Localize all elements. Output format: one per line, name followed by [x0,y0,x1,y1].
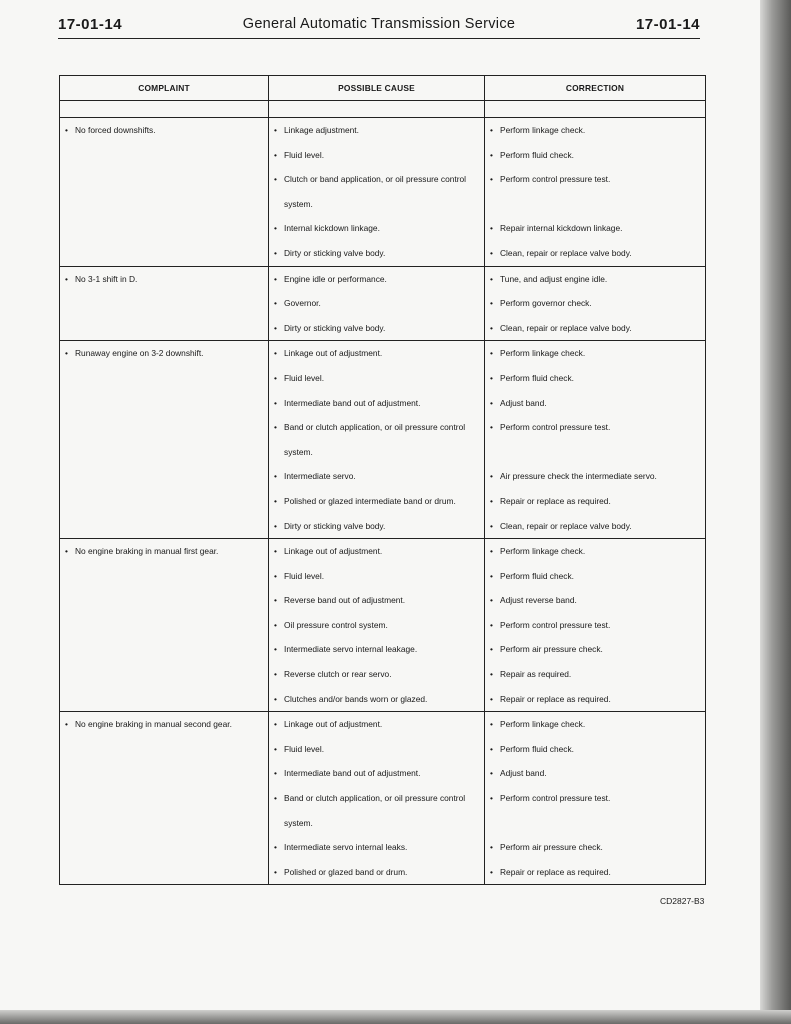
cell-text: Perform control pressure test. [500,793,611,804]
cell-text: Intermediate servo internal leaks. [284,842,408,853]
correction-line [485,514,705,539]
cell-text: system. [284,817,313,828]
correction-line [485,637,705,662]
bullet-icon: • [274,322,277,333]
bullet-icon: • [490,397,493,408]
cell-text: Tune, and adjust engine idle. [500,273,608,284]
cell-text: Reverse clutch or rear servo. [284,669,392,680]
correction-line [485,786,705,811]
cause-line [269,860,484,885]
cell-text: Fluid level. [284,149,325,160]
cell-text: Perform linkage check. [500,348,586,359]
complaint-line [60,118,268,143]
cause-line [269,786,484,811]
column-header-possible-cause: POSSIBLE CAUSE [269,76,485,101]
bullet-icon: • [274,669,277,680]
bullet-icon: • [274,247,277,258]
correction-line [485,687,705,712]
bullet-icon: • [274,842,277,853]
bullet-icon: • [490,793,493,804]
bullet-icon: • [274,149,277,160]
bullet-icon: • [274,520,277,531]
cell-text: Intermediate servo. [284,471,356,482]
bullet-icon: • [274,793,277,804]
cell-text: Dirty or sticking valve body. [284,247,386,258]
correction-line [485,539,705,564]
correction-line [485,366,705,391]
bullet-icon: • [490,520,493,531]
complaint-line [60,341,268,366]
complaint-line [60,539,268,564]
complaint-line [60,267,268,292]
cause-line [269,662,484,687]
correction-line [485,341,705,366]
bullet-icon: • [274,743,277,754]
bullet-icon: • [274,422,277,433]
cell-text: Perform fluid check. [500,372,575,383]
cell-text: Perform linkage check. [500,546,586,557]
correction-line [485,613,705,638]
complaint-cell [60,539,269,712]
cell-text: No 3-1 shift in D. [75,273,138,284]
bullet-icon: • [490,322,493,333]
cell-text: Repair or replace as required. [500,495,611,506]
bullet-icon: • [490,125,493,135]
complaint-cell [60,712,269,885]
bullet-icon: • [490,743,493,754]
bullet-icon: • [490,546,493,557]
cause-line-continued [269,440,484,465]
bullet-icon: • [490,348,493,359]
cause-line [269,835,484,860]
cause-line [269,737,484,762]
bullet-icon: • [490,719,493,730]
correction-line [485,291,705,316]
correction-line [485,415,705,440]
correction-line [485,464,705,489]
bullet-icon: • [490,570,493,581]
bullet-icon: • [490,247,493,258]
cause-line [269,341,484,366]
cause-line [269,391,484,416]
complaint-line [60,712,268,737]
cell-text: Fluid level. [284,570,325,581]
table-row [60,118,706,267]
cell-text: No forced downshifts. [75,125,156,135]
cell-text: Intermediate band out of adjustment. [284,397,421,408]
cell-text: Clean, repair or replace valve body. [500,520,632,531]
cell-text: Perform air pressure check. [500,842,603,853]
correction-line [485,216,705,241]
table-row [60,539,706,712]
correction-line [485,143,705,168]
correction-line [485,167,705,192]
cell-text: Polished or glazed band or drum. [284,866,408,877]
table-spacer-row [60,101,706,118]
cell-text: Perform control pressure test. [500,174,611,185]
possible-cause-cell [269,266,485,341]
cell-text: Governor. [284,298,321,309]
diagnosis-table [59,75,706,885]
cause-line-continued [269,811,484,836]
bullet-icon: • [490,495,493,506]
correction-cell [485,118,706,267]
cell-text: Clutches and/or bands worn or glazed. [284,693,428,704]
cause-line [269,761,484,786]
cell-text: Clean, repair or replace valve body. [500,322,632,333]
cause-line [269,316,484,341]
table-row [60,341,706,539]
bullet-icon: • [274,546,277,557]
cause-line [269,712,484,737]
cell-text: Engine idle or performance. [284,273,387,284]
cell-text: No engine braking in manual second gear. [75,719,232,730]
table-row [60,712,706,885]
cell-text: Repair or replace as required. [500,693,611,704]
cell-text: Clutch or band application, or oil pressure control [284,174,467,185]
cause-line [269,539,484,564]
cell-text: Repair as required. [500,669,572,680]
bullet-icon: • [274,768,277,779]
bullet-icon: • [490,669,493,680]
bullet-icon: • [490,471,493,482]
bullet-icon: • [490,595,493,606]
figure-code: CD2827-B3 [660,896,705,906]
bullet-icon: • [490,298,493,309]
bullet-icon: • [274,570,277,581]
bullet-icon: • [490,149,493,160]
cell-text: Intermediate servo internal leakage. [284,644,418,655]
bullet-icon: • [274,644,277,655]
cause-line [269,241,484,266]
correction-cell [485,341,706,539]
correction-line [485,118,705,143]
binding-shadow [760,0,791,1024]
cell-text: Runaway engine on 3-2 downshift. [75,348,204,359]
possible-cause-cell [269,118,485,267]
page-header [58,14,700,39]
cell-text: Linkage out of adjustment. [284,719,383,730]
table-header-row [60,76,706,101]
bullet-icon: • [274,348,277,359]
bullet-icon: • [65,125,68,135]
bullet-icon: • [274,619,277,630]
cell-text: Clean, repair or replace valve body. [500,247,632,258]
table-row [60,266,706,341]
cause-line [269,216,484,241]
bullet-icon: • [274,495,277,506]
bullet-icon: • [274,125,277,135]
bullet-icon: • [274,471,277,482]
bullet-icon: • [274,397,277,408]
cell-text: Linkage out of adjustment. [284,348,383,359]
cause-line [269,118,484,143]
cell-text: Perform fluid check. [500,743,575,754]
complaint-cell [60,266,269,341]
bullet-icon: • [490,768,493,779]
bullet-icon: • [490,223,493,234]
correction-line-blank [485,440,705,465]
correction-line [485,316,705,341]
correction-line [485,588,705,613]
cause-line [269,514,484,539]
cause-line [269,143,484,168]
cell-text: Linkage out of adjustment. [284,546,383,557]
cause-line [269,464,484,489]
correction-line-blank [485,192,705,217]
bullet-icon: • [65,348,68,359]
bullet-icon: • [490,842,493,853]
page-title: General Automatic Transmission Service [242,16,516,32]
spacer-cell [269,101,485,118]
complaint-cell [60,118,269,267]
bullet-icon: • [490,422,493,433]
cause-line [269,637,484,662]
cell-text: Perform control pressure test. [500,422,611,433]
cell-text: Adjust reverse band. [500,595,577,606]
cell-text: system. [284,198,313,209]
cell-text: Adjust band. [500,397,547,408]
cell-text: No engine braking in manual first gear. [75,546,219,557]
bullet-icon: • [65,546,68,557]
bullet-icon: • [274,866,277,877]
bullet-icon: • [490,644,493,655]
cell-text: Polished or glazed intermediate band or drum. [284,495,456,506]
cause-line [269,267,484,292]
cause-line-continued [269,192,484,217]
correction-cell [485,266,706,341]
spacer-cell [60,101,269,118]
bullet-icon: • [274,298,277,309]
bullet-icon: • [274,693,277,704]
correction-line [485,860,705,885]
possible-cause-cell [269,539,485,712]
cell-text: Dirty or sticking valve body. [284,322,386,333]
bullet-icon: • [274,595,277,606]
cell-text: Band or clutch application, or oil pressure control [284,422,466,433]
column-header-correction: CORRECTION [485,76,706,101]
bullet-icon: • [274,273,277,284]
page-edge-shadow [0,1010,791,1024]
cell-text: Perform control pressure test. [500,619,611,630]
cell-text: Reverse band out of adjustment. [284,595,406,606]
possible-cause-cell [269,341,485,539]
possible-cause-cell [269,712,485,885]
cause-line [269,588,484,613]
cell-text: Repair or replace as required. [500,866,611,877]
bullet-icon: • [490,273,493,284]
cell-text: Perform air pressure check. [500,644,603,655]
correction-line [485,241,705,266]
cause-line [269,291,484,316]
bullet-icon: • [490,372,493,383]
cause-line [269,687,484,712]
cause-line [269,366,484,391]
cause-line [269,415,484,440]
correction-line [485,761,705,786]
cell-text: Perform linkage check. [500,125,586,135]
cell-text: Intermediate band out of adjustment. [284,768,421,779]
cell-text: Dirty or sticking valve body. [284,520,386,531]
cell-text: Perform fluid check. [500,570,575,581]
cause-line [269,564,484,589]
bullet-icon: • [274,372,277,383]
correction-line-blank [485,811,705,836]
bullet-icon: • [490,619,493,630]
cell-text: Perform governor check. [500,298,592,309]
cell-text: Fluid level. [284,743,325,754]
cell-text: Air pressure check the intermediate servo. [500,471,657,482]
bullet-icon: • [490,693,493,704]
correction-line [485,662,705,687]
correction-line [485,737,705,762]
column-header-complaint: COMPLAINT [60,76,269,101]
correction-cell [485,539,706,712]
correction-cell [485,712,706,885]
page-number-left: 17-01-14 [58,16,123,33]
correction-line [485,835,705,860]
cause-line [269,613,484,638]
bullet-icon: • [274,719,277,730]
correction-line [485,712,705,737]
bullet-icon: • [274,223,277,234]
correction-line [485,267,705,292]
bullet-icon: • [65,719,68,730]
cause-line [269,167,484,192]
bullet-icon: • [490,174,493,185]
cell-text: Internal kickdown linkage. [284,223,380,234]
cell-text: Linkage adjustment. [284,125,359,135]
complaint-cell [60,341,269,539]
correction-line [485,489,705,514]
bullet-icon: • [65,273,68,284]
correction-line [485,391,705,416]
cell-text: Oil pressure control system. [284,619,388,630]
correction-line [485,564,705,589]
bullet-icon: • [490,866,493,877]
cell-text: Perform fluid check. [500,149,575,160]
bullet-icon: • [274,174,277,185]
cell-text: Adjust band. [500,768,547,779]
cell-text: Fluid level. [284,372,325,383]
cell-text: system. [284,446,313,457]
cell-text: Band or clutch application, or oil pressure control [284,793,466,804]
spacer-cell [485,101,706,118]
cell-text: Perform linkage check. [500,719,586,730]
cause-line [269,489,484,514]
cell-text: Repair internal kickdown linkage. [500,223,623,234]
page-number-right: 17-01-14 [635,16,700,33]
